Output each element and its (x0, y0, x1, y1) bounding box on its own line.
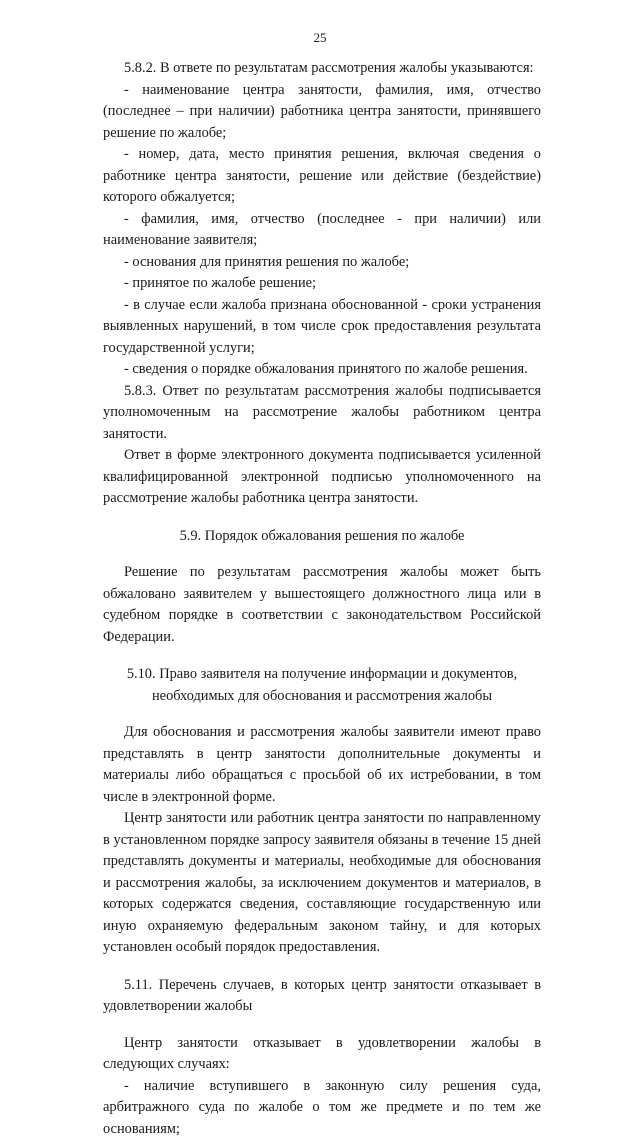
section-5-11-heading: 5.11. Перечень случаев, в которых центр занятости отказывает в удовлетворении жалобы (103, 975, 541, 1018)
page-number: 25 (0, 30, 640, 46)
section-5-10-heading: 5.10. Право заявителя на получение информации и документов, необходимых для обоснования и рассмотрения жалобы (103, 664, 541, 707)
list-item: - основания для принятия решения по жалобе; (103, 252, 541, 274)
section-5-8-3-paragraph: 5.8.3. Ответ по результатам рассмотрения жалобы подписывается уполномоченным на рассмотрение жалобы работником центра занятости. (103, 381, 541, 446)
list-item: - наименование центра занятости, фамилия, имя, отчество (последнее – при наличии) работника центра занятости, принявшего решение по жалобе; (103, 80, 541, 145)
section-5-8-2-intro: 5.8.2. В ответе по результатам рассмотрения жалобы указываются: (103, 58, 541, 80)
list-item: - номер, дата, место принятия решения, включая сведения о работнике центра занятости, решение или действие (бездействие) которого обжалуется; (103, 144, 541, 209)
list-item: - фамилия, имя, отчество (последнее - при наличии) или наименование заявителя; (103, 209, 541, 252)
section-5-11-paragraph: Центр занятости отказывает в удовлетворении жалобы в следующих случаях: (103, 1033, 541, 1076)
electronic-signature-paragraph: Ответ в форме электронного документа подписывается усиленной квалифицированной электронной подписью уполномоченного на рассмотрение жалобы работника центра занятости. (103, 445, 541, 510)
list-item: - сведения о порядке обжалования принятого по жалобе решения. (103, 359, 541, 381)
document-body (103, 58, 541, 1140)
section-5-9-heading: 5.9. Порядок обжалования решения по жалобе (103, 526, 541, 548)
list-item: - в случае если жалоба признана обоснованной - сроки устранения выявленных нарушений, в том числе срок предоставления результата государственной услуги; (103, 295, 541, 360)
section-5-10-paragraph-1: Для обоснования и рассмотрения жалобы заявители имеют право представлять в центр занятости дополнительные документы и материалы либо обращаться с просьбой об их истребовании, в том числе в электронной форме. (103, 722, 541, 808)
list-item: - наличие вступившего в законную силу решения суда, арбитражного суда по жалобе о том же предмете и по тем же основаниям; (103, 1076, 541, 1140)
list-item: - принятое по жалобе решение; (103, 273, 541, 295)
section-5-10-paragraph-2: Центр занятости или работник центра занятости по направленному в установленном порядке запросу заявителя обязаны в течение 15 дней представлять документы и материалы, необходимые для обоснования и рассмотрения жалобы, за исключением документов и материалов, в которых содержатся сведения, составляющие государственную или иную охраняемую федеральным законом тайну, и для которых установлен особый порядок предоставления. (103, 808, 541, 959)
section-5-9-paragraph: Решение по результатам рассмотрения жалобы может быть обжаловано заявителем у вышестоящего должностного лица или в судебном порядке в соответствии с законодательством Российской Федерации. (103, 562, 541, 648)
